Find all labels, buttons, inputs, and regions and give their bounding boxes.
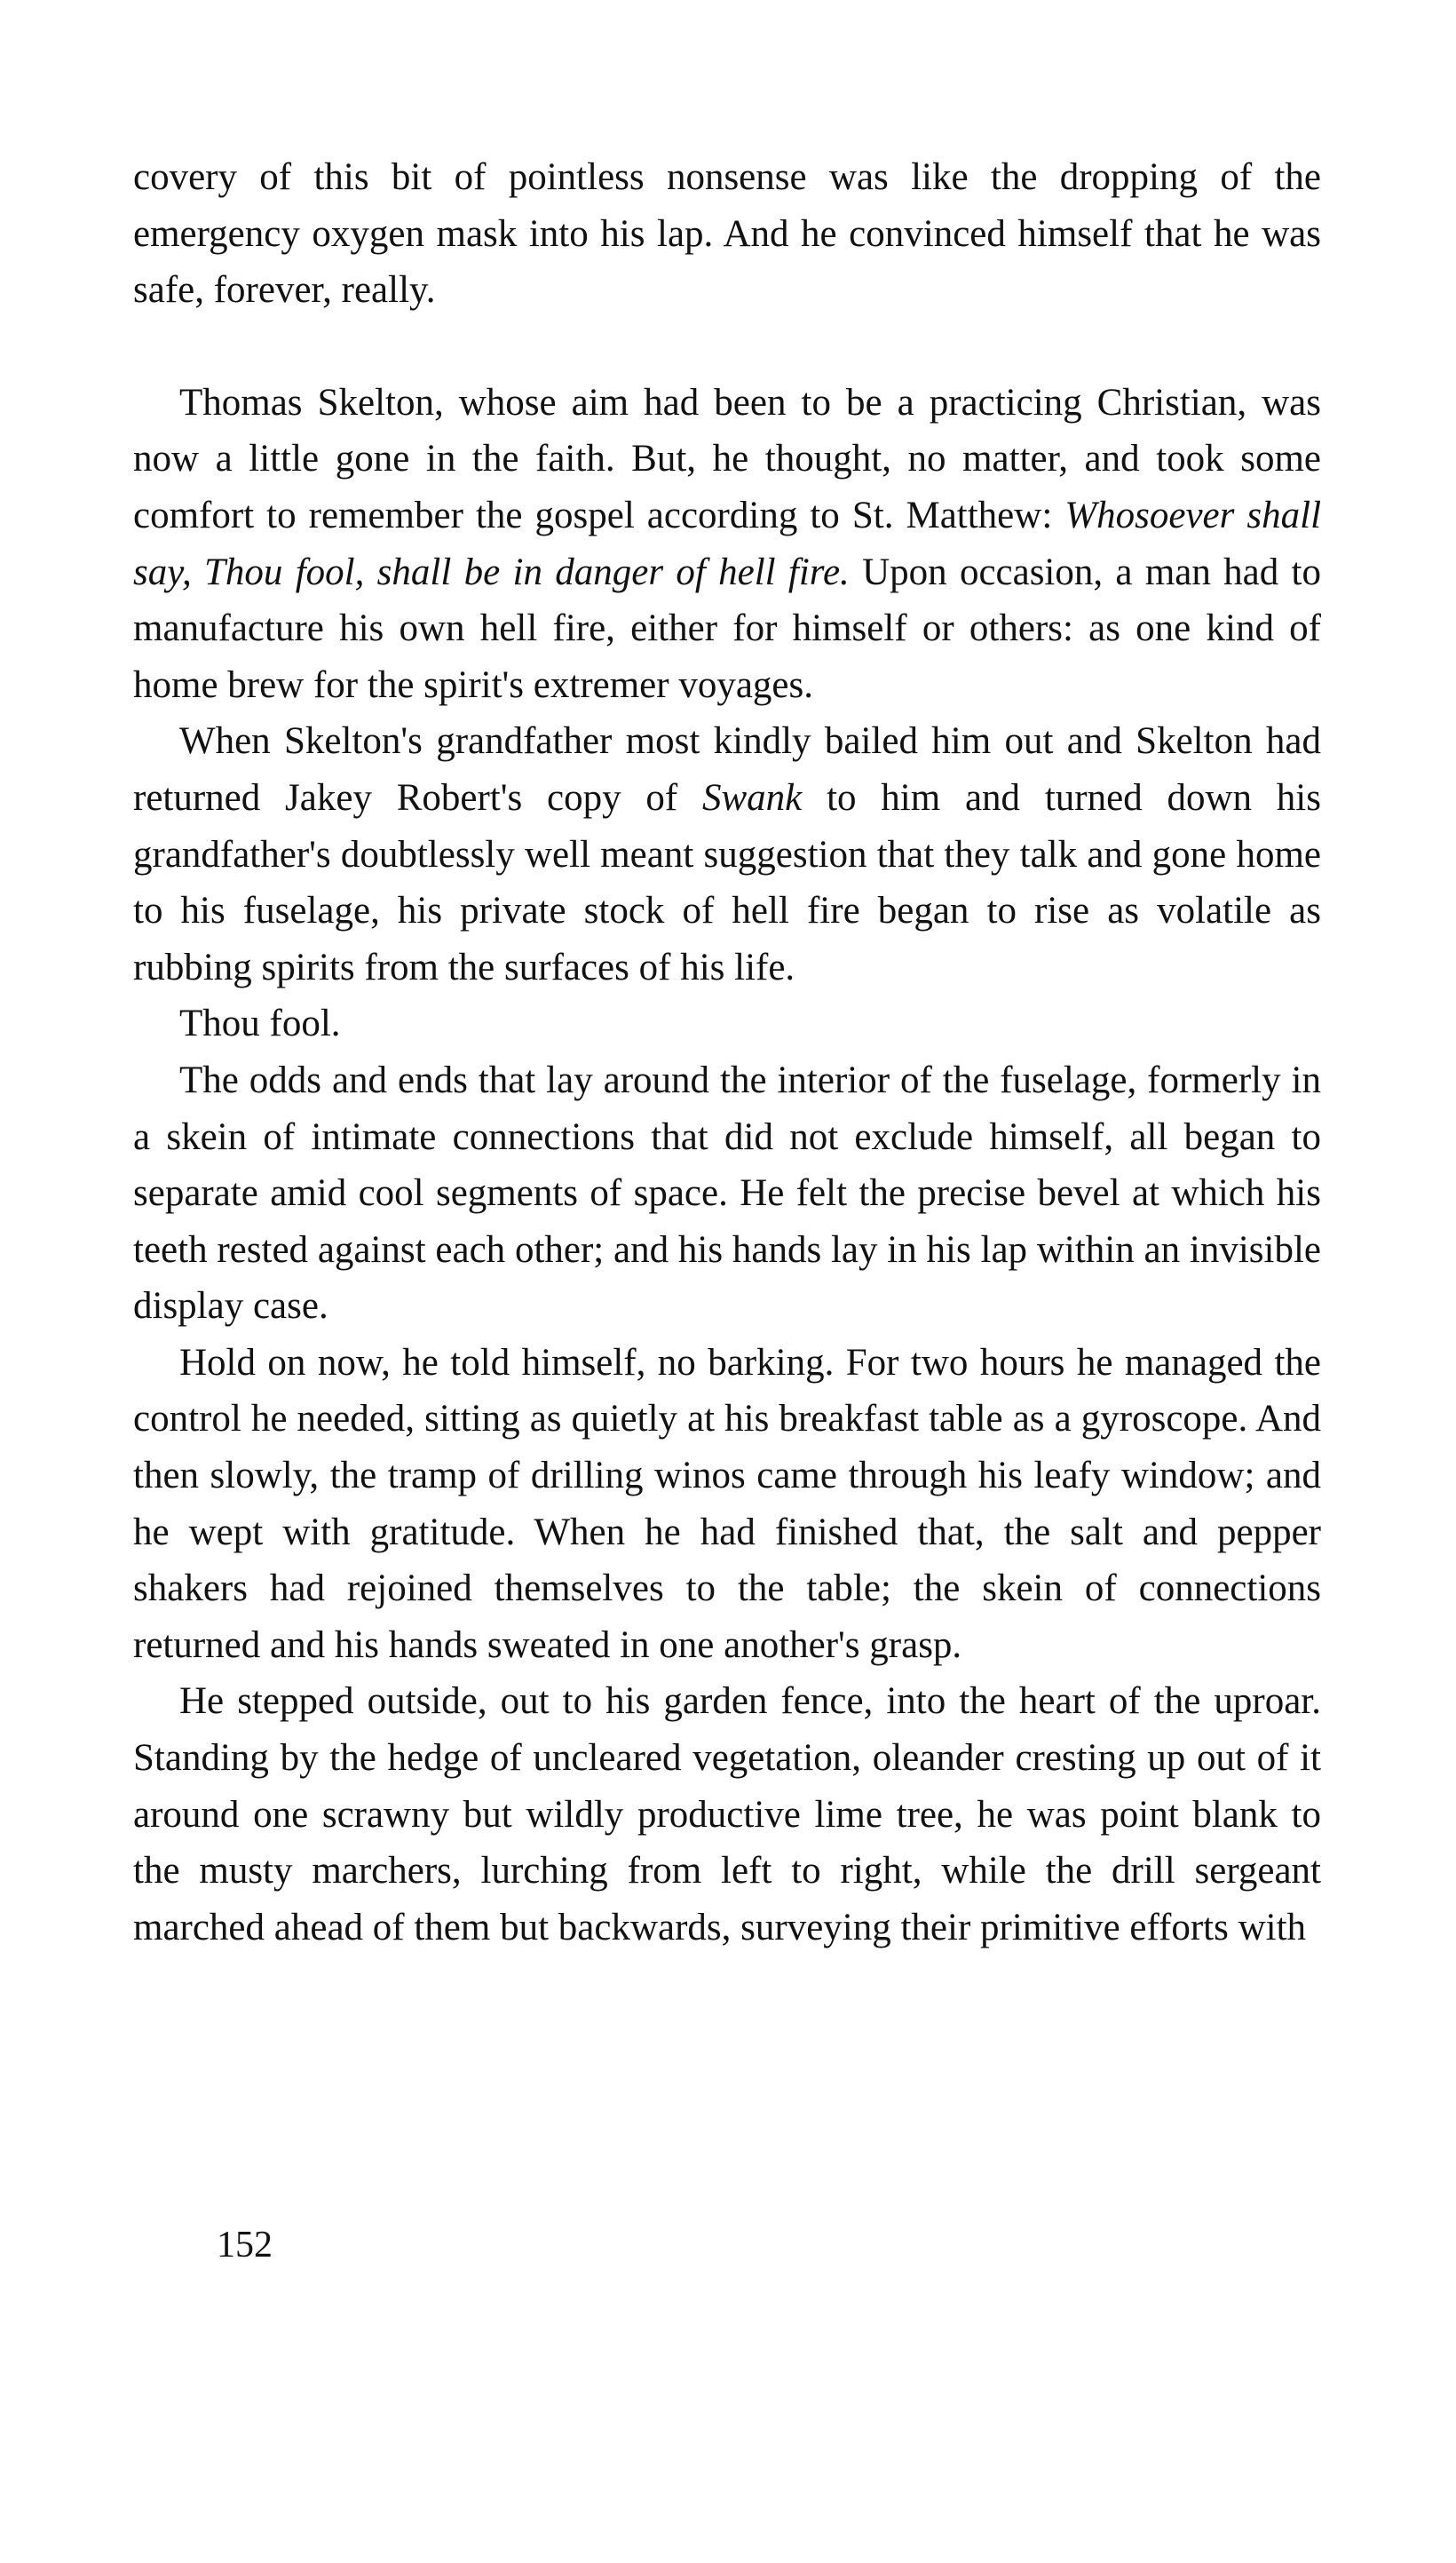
paragraph xyxy=(133,1335,1321,1674)
paragraph xyxy=(133,996,1321,1052)
paragraph xyxy=(133,375,1321,714)
text-segment: to him and turned down his grandfather's doubtlessly well meant suggestion that they talk and gone home to his fuselage, his private stock of hell fire began to rise as volatile as rubbing spirits from the surfaces of his life. xyxy=(133,776,1321,988)
paragraph xyxy=(133,1673,1321,1956)
text-segment: Thomas Skelton, whose aim had been to be a practicing Christian, was now a little gone in the faith. But, he thought, no matter, and took some comfort to remember the gospel according to St. Matthew: xyxy=(133,381,1321,536)
italic-text: Swank xyxy=(702,776,803,819)
text-segment: Upon occasion, a man had to manufacture his own hell fire, either for himself or others: as one kind of home brew for the spirit's extremer voyages. xyxy=(133,551,1322,706)
text-segment: covery of this bit of pointless nonsense was like the dropping of the emergency oxygen mask into his lap. And he convinced himself that he was safe, forever, really. xyxy=(133,156,1321,312)
body-text xyxy=(133,149,1321,1956)
page-number: 152 xyxy=(217,2225,273,2265)
italic-text: Whosoever shall say, Thou fool, shall be in danger of hell fire. xyxy=(133,494,1322,593)
text-segment: The odds and ends that lay around the interior of the fuselage, formerly in a skein of intimate connections that did not exclude himself, all began to separate amid cool segments of space. He felt the precise bevel at which his teeth rested against each other; and his hands lay in his lap within an invisible display case. xyxy=(133,1059,1321,1328)
text-segment: He stepped outside, out to his garden fence, into the heart of the uproar. Standing by the hedge of uncleared vegetation, oleander cresting up out of it around one scrawny but wildly productive lime tree, he was point blank to the musty marchers, lurching from left to right, while the drill sergeant marched ahead of them but backwards, surveying their primitive efforts with xyxy=(133,1680,1321,1948)
paragraph xyxy=(133,149,1321,319)
text-segment: When Skelton's grandfather most kindly bailed him out and Skelton had returned Jakey Robert's copy of xyxy=(133,720,1321,819)
paragraph xyxy=(133,713,1321,996)
text-segment: Thou fool. xyxy=(179,1003,341,1045)
text-segment: Hold on now, he told himself, no barking. For two hours he managed the control he needed, sitting as quietly at his breakfast table as a gyroscope. And then slowly, the tramp of drilling winos came through his leafy window; and he wept with gratitude. When he had finished that, the salt and pepper shakers had rejoined themselves to the table; the skein of connections returned and his hands sweated in one another's grasp. xyxy=(133,1341,1321,1666)
paragraph xyxy=(133,1052,1321,1335)
